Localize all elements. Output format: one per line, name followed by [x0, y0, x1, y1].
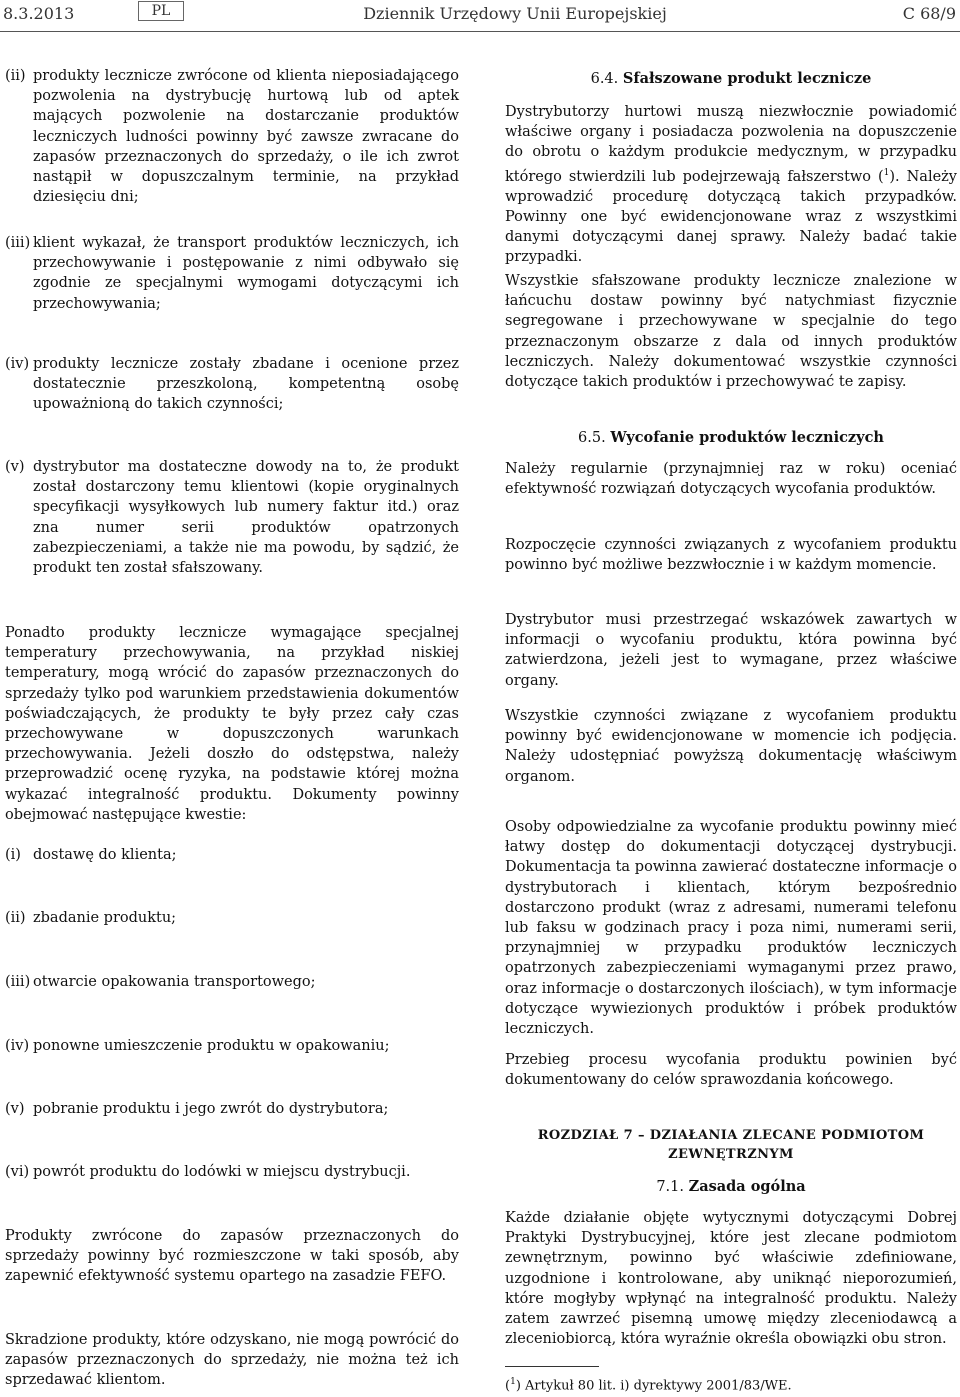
list-item: (i) dostawę do klienta; [5, 847, 177, 863]
paragraph: Wszystkie czynności związane z wycofaniem produktu powinny być ewidencjonowane w momencie ich podjęcia. Należy udostępniać powyższą dokumentację właściwym organom. [505, 708, 957, 785]
list-item: (iv) ponowne umieszczenie produktu w opakowaniu; [5, 1038, 390, 1054]
list-item: (v) pobranie produktu i jego zwrót do dystrybutora; [5, 1101, 389, 1117]
footnote-ref: 1 [883, 167, 890, 178]
paragraph: Produkty zwrócone do zapasów przeznaczonych do sprzedaży powinny być rozmieszczone w taki sposób, aby zapewnić efektywność systemu opartego na zasadzie FEFO. [5, 1228, 459, 1285]
section-heading-6-4: 6.4. Sfałszowane produkt lecznicze [590, 70, 872, 87]
footnote-rule [505, 1366, 599, 1367]
page-header [0, 0, 960, 34]
section-heading-7-1: 7.1. Zasada ogólna [656, 1178, 806, 1195]
journal-title: Dziennik Urzędowy Unii Europejskiej [363, 4, 667, 23]
section-heading-6-5: 6.5. Wycofanie produktów leczniczych [578, 429, 884, 446]
paragraph: Ponadto produkty lecznicze wymagające specjalnej temperatury przechowywania, na przykład niskiej temperatury, mogą wrócić do zapasów przeznaczonych do sprzedaży tylko pod warunkiem przedstawienia dokumentów poświadczających, że produkty te były przez cały czas przechowywane w dopuszczonych warunkach przechowywania. Jeżeli doszło do odstępstwa, należy przeprowadzić ocenę ryzyka, na podstawie której można wykazać integralność produktu. Dokumenty powinny obejmować następujące kwestie: [5, 625, 459, 823]
paragraph: Wszystkie sfałszowane produkty lecznicze znalezione w łańcuchu dostaw powinny być natychmiast fizycznie segregowane i przechowywane w specjalnie do tego przeznaczonym obszarze z dala od innych produktów leczniczych. Należy dokumentować wszystkie czynności dotyczące takich produktów i przechowywać te zapisy. [505, 273, 957, 391]
paragraph: Rozpoczęcie czynności związanych z wycofaniem produktu powinno być możliwe bezzwłocznie i w każdym momencie. [505, 537, 957, 574]
header-rule [0, 31, 960, 32]
paragraph: Dystrybutorzy hurtowi muszą niezwłocznie powiadomić właściwe organy i posiadacza pozwolenia na dopuszczenie do obrotu o każdym produkcie medycznym, w przypadku którego stwierdzili lub podejrzewają fałszerstwo ($^1$). Należy wprowadzić procedurę dotyczącą takich przypadków. Powinny one być ewidencjonowane wraz z wszystkimi danymi dotyczącymi danej sprawy. Należy badać takie przypadki. [505, 104, 957, 266]
paragraph: Skradzione produkty, które odzyskano, nie mogą powrócić do zapasów przeznaczonych do sprzedaży, nie można też ich sprzedawać klientom. [5, 1332, 459, 1389]
paragraph: Należy regularnie (przynajmniej raz w roku) oceniać efektywność rozwiązań dotyczących wycofania produktów. [505, 461, 957, 498]
footnote: ($^1$) Artykuł 80 lit. i) dyrektywy 2001/83/WE. [505, 1377, 792, 1394]
list-item: (ii) produkty lecznicze zwrócone od klienta nieposiadającego pozwolenia na dystrybucję hurtową lub od aptek mających pozwolenie na dostarczanie produktów leczniczych ludności powinny być zawsze zwracane do zapasów przeznaczonych do sprzedaży, o ile ich zwrot nastąpił w dopuszczalnym terminie, na przykład dziesięciu dni; [5, 68, 459, 206]
list-item: (v) dystrybutor ma dostateczne dowody na to, że produkt został dostarczony temu klientowi (kopie oryginalnych specyfikacji wysyłkowych lub numery faktur itd.) oraz zna numer serii produktów opatrzonych zabezpieczeniami, a także nie ma powodu, by sądzić, że produkt ten został sfałszowany. [5, 459, 459, 577]
paragraph: Każde działanie objęte wytycznymi dotyczącymi Dobrej Praktyki Dystrybucyjnej, które jest zlecane podmiotom zewnętrznym, powinno być właściwie zdefiniowane, uzgodnione i kontrolowane, aby uniknąć nieporozumień, które mogłyby wpłynąć na integralność produktu. Należy zatem zawrzeć pisemną umowę między zleceniodawcą a zleceniobiorcą, która wyraźnie określa obowiązki obu stron. [505, 1210, 957, 1348]
list-item: (ii) zbadanie produktu; [5, 910, 177, 926]
publication-date: 8.3.2013 [3, 4, 75, 23]
list-item: (vi) powrót produktu do lodówki w miejscu dystrybucji. [5, 1164, 411, 1180]
list-item: (iii) otwarcie opakowania transportowego; [5, 974, 316, 990]
language-badge: PL [138, 1, 184, 21]
list-item: (iii) klient wykazał, że transport produktów leczniczych, ich przechowywanie i postępowanie z nimi odbywało się zgodnie ze specjalnymi wymogami dotyczącymi ich przechowywania; [5, 235, 459, 312]
list-item: (iv) produkty lecznicze zostały zbadane i ocenione przez dostatecznie przeszkoloną, kompetentną osobę upoważnioną do takich czynności; [5, 356, 459, 413]
page-number: C 68/9 [902, 4, 956, 23]
paragraph: Dystrybutor musi przestrzegać wskazówek zawartych w informacji o wycofaniu produktu, która powinna być zatwierdzona, jeżeli jest to wymagane, przez właściwe organy. [505, 612, 957, 689]
paragraph: Przebieg procesu wycofania produktu powinien być dokumentowany do celów sprawozdania końcowego. [505, 1052, 957, 1089]
paragraph: Osoby odpowiedzialne za wycofanie produktu powinny mieć łatwy dostęp do dokumentacji dotyczącej dystrybucji. Dokumentacja ta powinna zawierać dostateczne informacje o dystrybutorach i klientach, którym bezpośrednio dostarczono produkt (wraz z adresami, numerami telefonu lub faksu w godzinach pracy i poza nimi, numerami serii, przynajmniej w przypadku produktów leczniczych opatrzonych zabezpieczeniami wymaganymi przez prawo, oraz informacje o dostarczonych ilościach), w tym informacje dotyczące wywiezionych produktów i próbek produktów leczniczych. [505, 819, 957, 1038]
chapter-heading: ROZDZIAŁ 7 – DZIAŁANIA ZLECANE PODMIOTOM ZEWNĘTRZNYM [537, 1128, 925, 1162]
